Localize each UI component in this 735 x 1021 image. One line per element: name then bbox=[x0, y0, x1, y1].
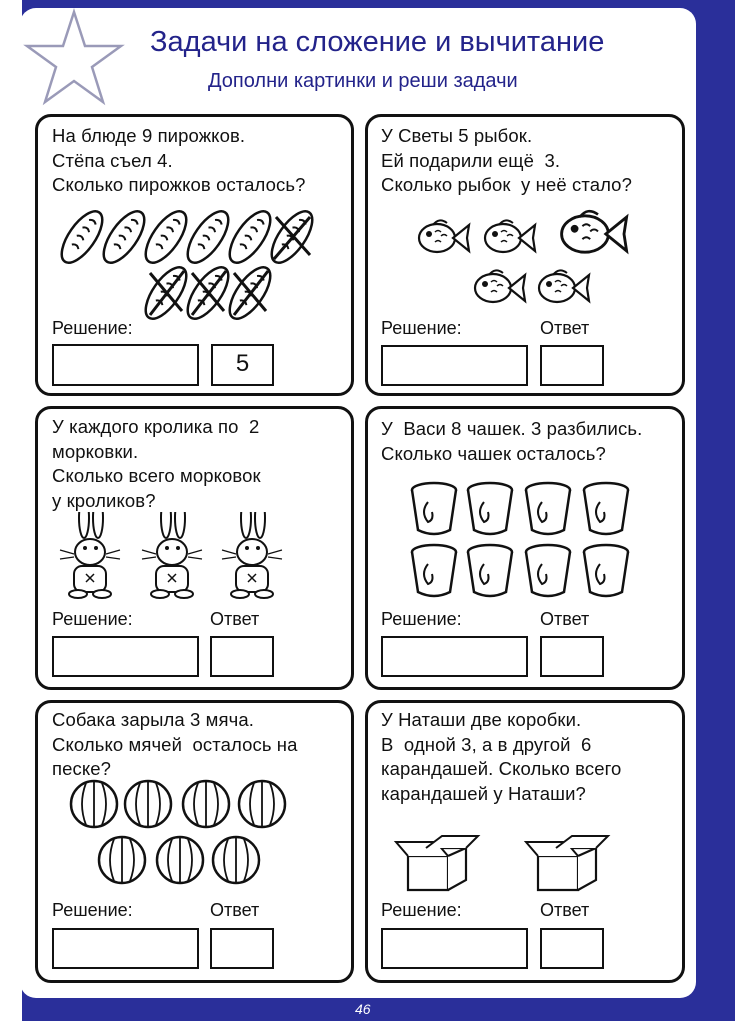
page-subtitle: Дополни картинки и реши задачи bbox=[208, 70, 518, 92]
answer-label: Ответ bbox=[540, 609, 590, 629]
star-icon bbox=[22, 8, 126, 112]
solution-label: Решение: bbox=[381, 609, 462, 629]
solution-box[interactable] bbox=[381, 928, 528, 969]
solution-label: Решение: bbox=[381, 900, 462, 920]
answer-box[interactable] bbox=[211, 344, 274, 386]
solution-box[interactable] bbox=[381, 345, 528, 386]
solution-label: Решение: bbox=[52, 318, 133, 338]
solution-label: Решение: bbox=[52, 900, 133, 920]
solution-box[interactable] bbox=[52, 928, 199, 969]
answer-value: 5 bbox=[235, 350, 250, 377]
page-number: 46 bbox=[355, 1001, 371, 1017]
page-title: Задачи на сложение и вычитание bbox=[150, 26, 605, 58]
solution-box[interactable] bbox=[52, 636, 199, 677]
problem-text: У Васи 8 чашек. 3 разбились. Сколько чашек осталось? bbox=[381, 418, 643, 464]
answer-box[interactable] bbox=[210, 636, 274, 677]
solution-box[interactable] bbox=[52, 344, 199, 386]
answer-label: Ответ bbox=[540, 900, 590, 920]
answer-label: Ответ bbox=[210, 900, 260, 920]
answer-label: Ответ bbox=[540, 318, 590, 338]
problem-text: У каждого кролика по 2 морковки. Сколько всего морковок у кроликов? bbox=[52, 416, 261, 511]
answer-box[interactable] bbox=[210, 928, 274, 969]
cup-icon bbox=[400, 480, 640, 600]
answer-box[interactable] bbox=[540, 928, 604, 969]
answer-label: Ответ bbox=[210, 609, 260, 629]
solution-label: Решение: bbox=[381, 318, 462, 338]
ball-icon bbox=[64, 776, 304, 886]
solution-label: Решение: bbox=[52, 609, 133, 629]
rabbit-icon bbox=[50, 512, 290, 602]
solution-box[interactable] bbox=[381, 636, 528, 677]
pies-icon bbox=[60, 203, 330, 323]
problem-text: У Светы 5 рыбок. Ей подарили ещё 3. Сколько рыбок у неё стало? bbox=[381, 125, 632, 195]
page-edge bbox=[0, 0, 22, 1021]
fish-icon bbox=[415, 200, 655, 320]
answer-box[interactable] bbox=[540, 345, 604, 386]
problem-text: На блюде 9 пирожков. Стёпа съел 4. Сколько пирожков осталось? bbox=[52, 125, 306, 195]
problem-text: У Наташи две коробки. В одной 3, а в другой 6 карандашей. Сколько всего карандашей у Наташи? bbox=[381, 709, 622, 804]
problem-text: Собака зарыла 3 мяча. Сколько мячей осталось на песке? bbox=[52, 709, 298, 779]
box-icon bbox=[390, 830, 620, 900]
answer-box[interactable] bbox=[540, 636, 604, 677]
